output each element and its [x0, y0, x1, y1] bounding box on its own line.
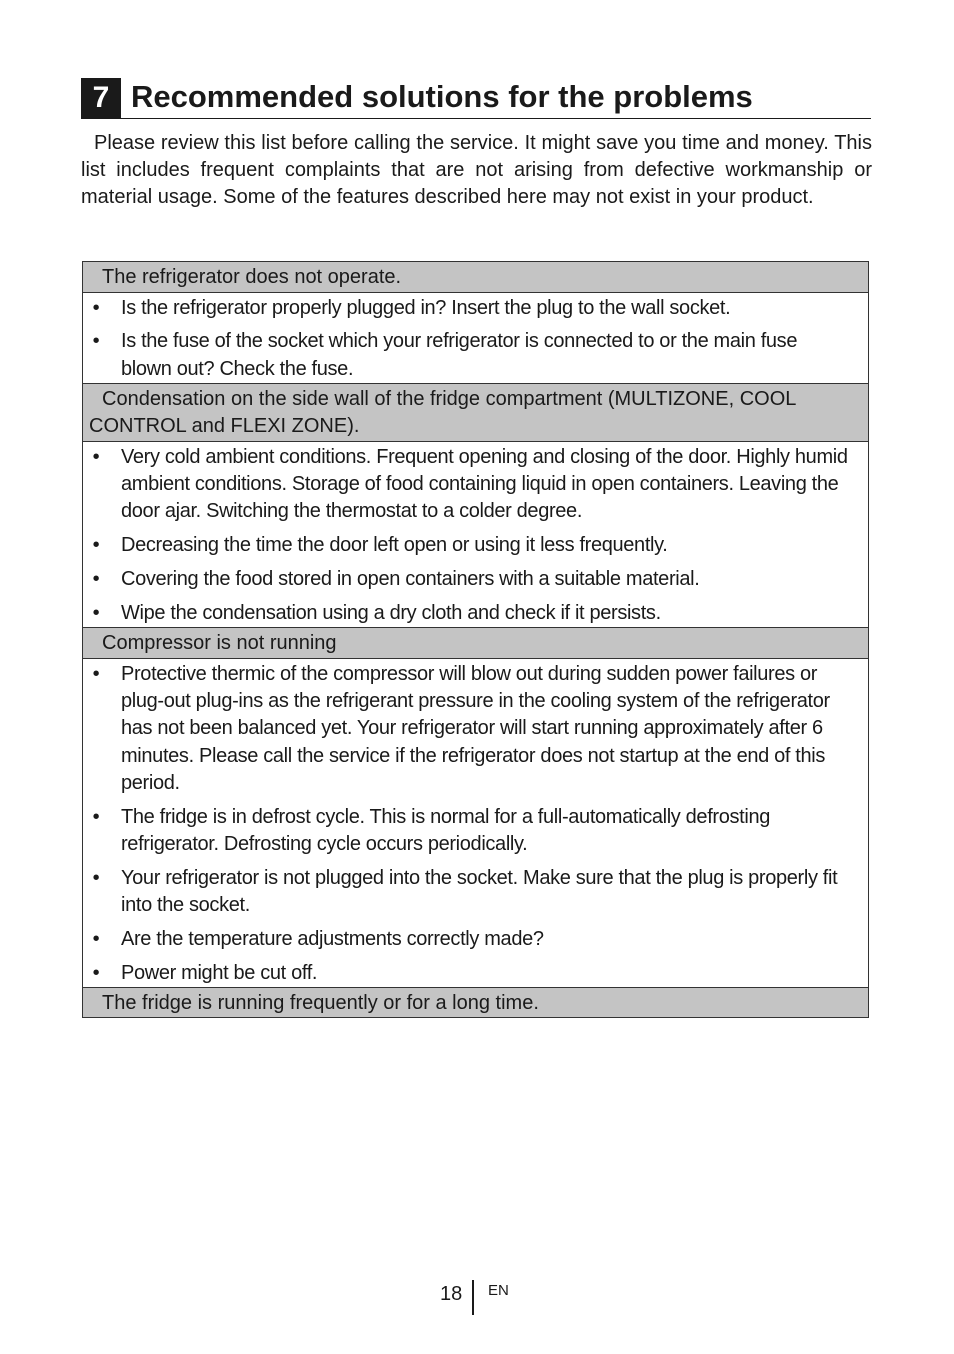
bullet-icon: • [92, 534, 100, 557]
solution-text: Is the refrigerator properly plugged in? Insert the plug to the wall socket. [121, 296, 731, 319]
solution-item [83, 295, 868, 322]
solutions-row [83, 658, 868, 987]
bullet-icon: • [92, 805, 100, 828]
solutions-row [83, 441, 868, 627]
page-title: Recommended solutions for the problems [131, 79, 753, 114]
bullet-icon: • [92, 445, 100, 468]
intro-paragraph: Please review this list before calling the service. It might save you time and money. This list includes frequent complaints that are not arising from defective workmanship or material usage. Some of the features described here may not exist in your product. [81, 132, 872, 209]
solution-text: Decreasing the time the door left open or using it less frequently. [121, 534, 668, 557]
solutions-list [83, 444, 868, 627]
bullet-icon: • [92, 601, 100, 624]
solution-text: Are the temperature adjustments correctly made? [121, 927, 544, 950]
solution-item [83, 566, 868, 593]
bullet-icon: • [92, 330, 100, 353]
bullet-icon: • [92, 927, 100, 950]
solution-item [83, 804, 868, 859]
problem-heading: Condensation on the side wall of the fridge compartment (MULTIZONE, COOL CONTROL and FLEXI ZONE). [83, 383, 868, 441]
solutions-list [83, 661, 868, 987]
solution-text: Wipe the condensation using a dry cloth and check if it persists. [121, 601, 661, 624]
solution-item [83, 960, 868, 987]
solution-item [83, 532, 868, 559]
problem-heading: The refrigerator does not operate. [83, 262, 868, 292]
page-number: 18 [440, 1283, 463, 1305]
footer-divider [472, 1280, 474, 1315]
solutions-list [83, 295, 868, 383]
problem-heading: Compressor is not running [83, 627, 868, 658]
solution-text: Power might be cut off. [121, 961, 318, 984]
bullet-icon: • [92, 568, 100, 591]
solution-text: Covering the food stored in open containers with a suitable material. [121, 568, 700, 591]
section-number-badge: 7 [81, 78, 121, 118]
bullet-icon: • [92, 296, 100, 319]
solution-item [83, 926, 868, 953]
solution-text: Protective thermic of the compressor will blow out during sudden power failures or plug-out plug-ins as the refrigerant pressure in the cooling system of the refrigerator has not been balanced yet. Your refrigerator will start running approximately after 6 minutes. Please call the service if the refrigerator does not startup at the end of this period. [121, 662, 830, 794]
solution-text: Is the fuse of the socket which your refrigerator is connected to or the main fuse blown out? Check the fuse. [121, 330, 798, 380]
bullet-icon: • [92, 662, 100, 685]
section-heading [81, 78, 871, 119]
solution-item [83, 328, 868, 383]
solution-item [83, 444, 868, 526]
bullet-icon: • [92, 866, 100, 889]
language-code: EN [488, 1282, 509, 1299]
solutions-row [83, 292, 868, 383]
solution-item [83, 600, 868, 627]
problem-heading: The fridge is running frequently or for a long time. [83, 987, 868, 1018]
solution-text: The fridge is in defrost cycle. This is normal for a full-automatically defrosting refrigerator. Defrosting cycle occurs periodically. [121, 805, 770, 855]
troubleshooting-table [82, 261, 869, 1018]
solution-text: Your refrigerator is not plugged into the socket. Make sure that the plug is properly fit into the socket. [121, 866, 838, 917]
solution-item [83, 865, 868, 920]
bullet-icon: • [92, 961, 100, 984]
solution-text: Very cold ambient conditions. Frequent opening and closing of the door. Highly humid ambient conditions. Storage of food containing liquid in open containers. Leaving the door ajar. Switching the thermostat to a colder degree. [121, 445, 848, 523]
solution-item [83, 661, 868, 797]
